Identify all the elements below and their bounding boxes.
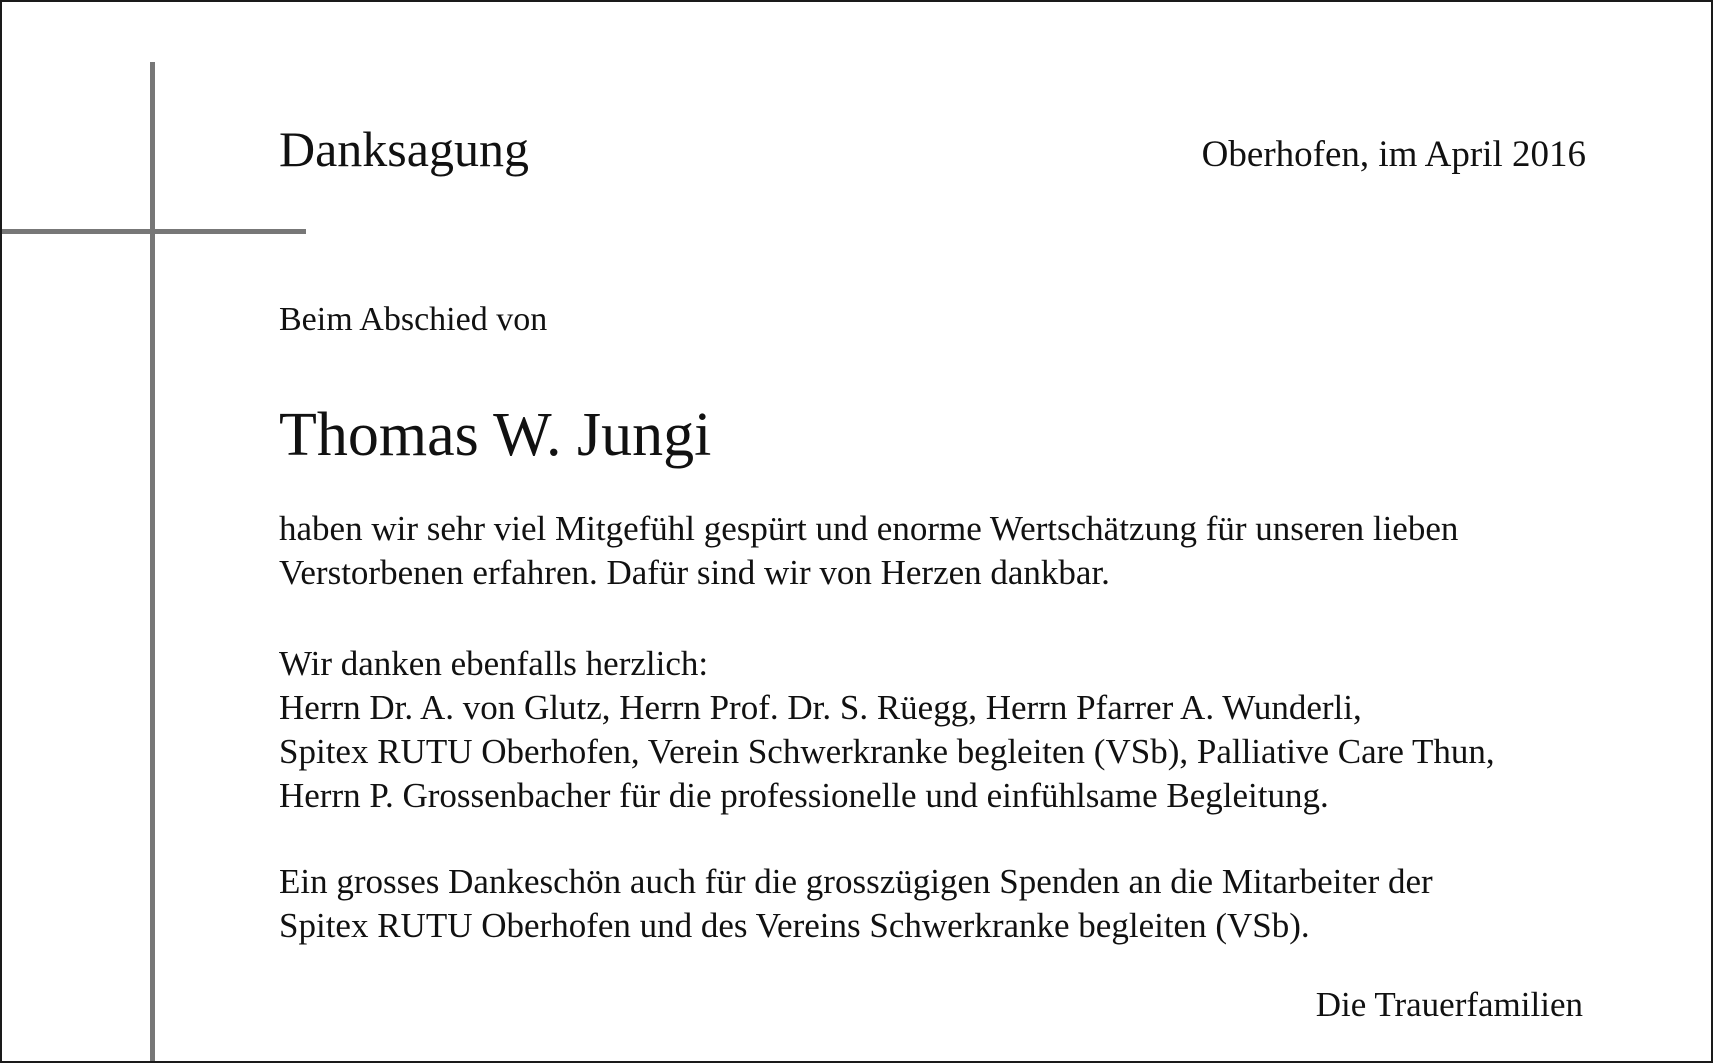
- paragraph-line: haben wir sehr viel Mitgefühl gespürt und enorme Wertschätzung für unseren lieben: [279, 509, 1459, 548]
- paragraph-line: Herrn P. Grossenbacher für die professionelle und einfühlsame Begleitung.: [279, 776, 1329, 815]
- paragraph-line: Spitex RUTU Oberhofen und des Vereins Schwerkranke begleiten (VSb).: [279, 906, 1310, 945]
- paragraph-line: Verstorbenen erfahren. Dafür sind wir von Herzen dankbar.: [279, 553, 1110, 592]
- paragraph-line: Wir danken ebenfalls herzlich:: [279, 644, 709, 683]
- cross-vertical-bar: [150, 62, 155, 1063]
- deceased-name: Thomas W. Jungi: [279, 401, 712, 469]
- signature: Die Trauerfamilien: [1315, 985, 1583, 1024]
- paragraph-line: Spitex RUTU Oberhofen, Verein Schwerkranke begleiten (VSb), Palliative Care Thun,: [279, 732, 1495, 771]
- place-date: Oberhofen, im April 2016: [1201, 134, 1586, 175]
- page-title: Danksagung: [279, 121, 529, 177]
- paragraph-thanks: [279, 642, 1495, 818]
- paragraph-line: Herrn Dr. A. von Glutz, Herrn Prof. Dr. S. Rüegg, Herrn Pfarrer A. Wunderli,: [279, 688, 1362, 727]
- paragraph-sympathy: [279, 507, 1458, 595]
- paragraph-donations: [279, 860, 1433, 948]
- paragraph-line: Ein grosses Dankeschön auch für die grosszügigen Spenden an die Mitarbeiter der: [279, 862, 1433, 901]
- intro-text: Beim Abschied von: [279, 301, 548, 338]
- cross-horizontal-bar: [2, 229, 306, 234]
